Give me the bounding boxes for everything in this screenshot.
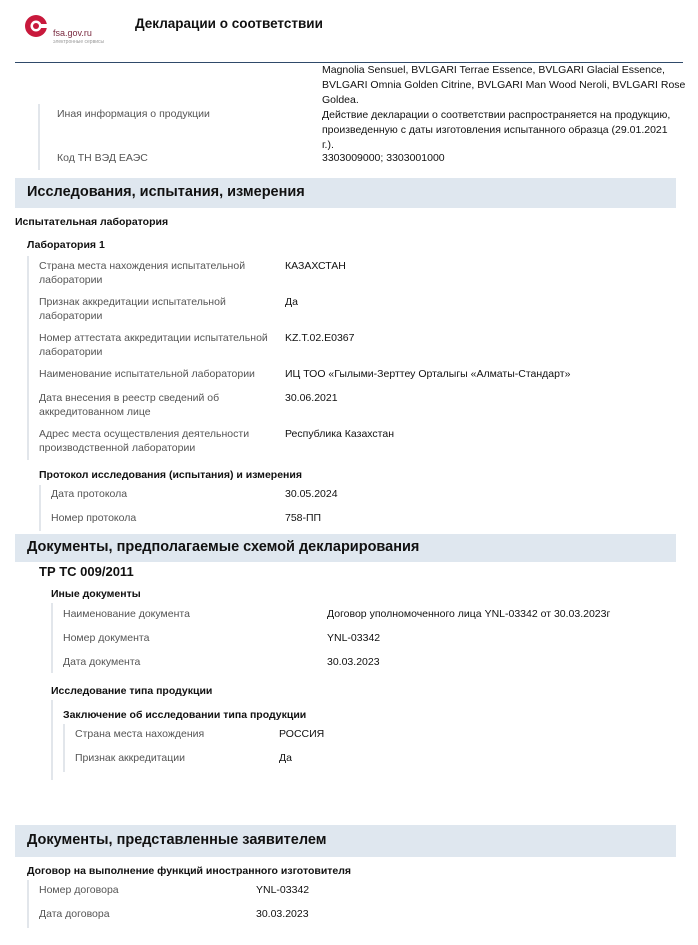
lab-address-value: Республика Казахстан [285, 428, 395, 440]
lab-title: Лаборатория 1 [27, 239, 105, 251]
product-names-line-2: BVLGARI Omnia Golden Citrine, BVLGARI Man Wood Neroli, BVLGARI Rose [322, 79, 686, 91]
doc-number-label: Номер документа [63, 632, 150, 644]
conclusion-country-label: Страна места нахождения [75, 728, 205, 740]
doc-name-label: Наименование документа [63, 608, 190, 620]
section-scheme-docs [15, 534, 676, 562]
other-docs-bar [51, 603, 53, 673]
section-scheme-docs-title: Документы, предполагаемые схемой декларирования [27, 539, 420, 555]
protocol-date-value: 30.05.2024 [285, 488, 338, 500]
contract-bar [27, 880, 29, 928]
conclusion-accreditation-label: Признак аккредитации [75, 752, 185, 764]
conclusion-title: Заключение об исследовании типа продукции [63, 709, 307, 721]
other-info-line-3: г.). [322, 139, 334, 151]
contract-number-value: YNL-03342 [256, 884, 310, 896]
lab-country-label-1: Страна места нахождения испытательной [39, 260, 246, 272]
section-research [15, 178, 676, 208]
logo-subtitle: электронные сервисы [53, 39, 105, 45]
other-info-line-1: Действие декларации о соответствии распространяется на продукцию, [322, 109, 671, 121]
section-applicant-docs [15, 825, 676, 857]
product-names-line-1: Magnolia Sensuel, BVLGARI Terrae Essence, BVLGARI Glacial Essence, [322, 64, 665, 76]
lab-registry-date-value: 30.06.2021 [285, 392, 338, 404]
page-title: Декларации о соответствии [135, 16, 323, 31]
tnved-value: 3303009000; 3303001000 [322, 152, 445, 164]
section-research-title: Исследования, испытания, измерения [27, 184, 305, 200]
doc-date-label: Дата документа [63, 656, 141, 668]
regulation-title: ТР ТС 009/2011 [39, 564, 134, 579]
type-study-bar [51, 700, 53, 780]
contract-date-value: 30.03.2023 [256, 908, 309, 920]
contract-date-label: Дата договора [39, 908, 110, 920]
lab-accreditation-value: Да [285, 296, 298, 308]
product-names-line-3: Goldea. [322, 94, 359, 106]
lab-registry-date-label-2: аккредитованном лице [39, 406, 151, 418]
lab-registry-date-label-1: Дата внесения в реестр сведений об [39, 392, 220, 404]
lab-accreditation-label-2: лаборатории [39, 310, 103, 322]
protocol-number-label: Номер протокола [51, 512, 137, 524]
fsa-logo-icon [24, 14, 48, 38]
conclusion-accreditation-value: Да [279, 752, 292, 764]
lab-country-label-2: лаборатории [39, 274, 103, 286]
doc-number-value: YNL-03342 [327, 632, 381, 644]
product-field-bar [38, 104, 40, 170]
protocol-fields-bar [39, 485, 41, 531]
logo-domain: fsa.gov.ru [53, 28, 92, 38]
lab-group-title: Испытательная лаборатория [15, 216, 169, 228]
lab-accreditation-label-1: Признак аккредитации испытательной [39, 296, 226, 308]
protocol-number-value: 758-ПП [285, 512, 322, 524]
type-study-title: Исследование типа продукции [51, 685, 213, 697]
section-applicant-docs-title: Документы, представленные заявителем [27, 832, 327, 848]
protocol-title: Протокол исследования (испытания) и измерения [39, 469, 302, 481]
lab-name-value: ИЦ ТОО «Гылыми-Зерттеу Орталыгы «Алматы-Стандарт» [285, 368, 571, 380]
conclusion-bar [63, 724, 65, 772]
lab-address-label-1: Адрес места осуществления деятельности [39, 428, 250, 440]
lab-address-label-2: производственной лаборатории [39, 442, 196, 454]
other-info-label: Иная информация о продукции [57, 108, 210, 120]
lab-country-value: КАЗАХСТАН [285, 260, 346, 272]
lab-certificate-value: KZ.T.02.E0367 [285, 332, 355, 344]
conclusion-country-value: РОССИЯ [279, 728, 325, 740]
doc-name-value: Договор уполномоченного лица YNL-03342 от 30.03.2023г [327, 608, 611, 620]
other-docs-title: Иные документы [51, 588, 141, 600]
contract-title: Договор на выполнение функций иностранного изготовителя [27, 865, 352, 877]
page-header [0, 0, 698, 62]
lab-name-label: Наименование испытательной лаборатории [39, 368, 255, 380]
doc-date-value: 30.03.2023 [327, 656, 380, 668]
other-info-line-2: произведенную с даты изготовления испытанного образца (29.01.2021 [322, 124, 668, 136]
protocol-date-label: Дата протокола [51, 488, 128, 500]
lab-certificate-label-1: Номер аттестата аккредитации испытательной [39, 332, 268, 344]
tnved-label: Код ТН ВЭД ЕАЭС [57, 152, 148, 164]
contract-number-label: Номер договора [39, 884, 119, 896]
lab-certificate-label-2: лаборатории [39, 346, 103, 358]
lab-fields-bar [27, 256, 29, 460]
